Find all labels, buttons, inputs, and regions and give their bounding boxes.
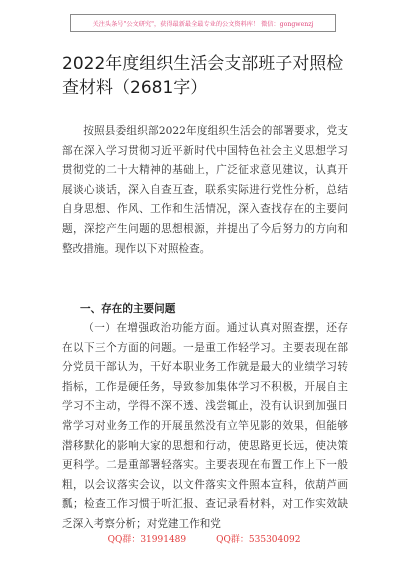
header-banner (70, 14, 336, 32)
body-block (62, 319, 348, 537)
intro-block (62, 122, 348, 259)
footer (0, 533, 408, 547)
banner-text: 关注头条号"公文研究"，获得最新最全最专业的公文资料库！ 微信：gongwenzj (92, 20, 314, 28)
footer-qq-group-2: QQ群：535304092 (216, 535, 301, 545)
footer-qq-group-1: QQ群：31991489 (107, 535, 187, 545)
intro-paragraph: 按照县委组织部2022年度组织生活会的部署要求，党支部在深入学习贯彻习近平新时代中国特色社会主义思想学习贯彻党的二十大精神的基础上，广泛征求意见建议，认真开展谈心谈话，深入自查互查，联系实际进行党性分析，总结自身思想、作风、工作和生活情况，深入查找存在的主要问题，深挖产生问题的思想根源，并提出了今后努力的方向和整改措施。现作以下对照检查。 (62, 125, 348, 255)
section-heading: 一、存在的主要问题 (80, 303, 176, 315)
document-title: 2022年度组织生活会支部班子对照检查材料（2681字） (62, 54, 344, 98)
body-paragraph: （一）在增强政治功能方面。通过认真对照查摆，还存在以下三个方面的问题。一是重工作轻学习。主要表现在部分党员干部认为，干好本职业务工作就是最大的业绩学习转指标，工作是硬任务，导致参加集体学习不积极，开展自主学习不主动，学得不深不透、浅尝辄止，没有认识到加强日常学习对业务工作的开展虽然没有立竿见影的效果，但能够潜移默化的影响大家的思想和行动，使思路更长远，使决策更科学。二是重部署轻落实。主要表现在布置工作上下一般粗，以会议落实会议，以文件落实文件照本宣科，依葫芦画瓢；检查工作习惯于听汇报、查记录看材料，对工作实效缺乏深入考察分析；对党建工作和党 (62, 322, 348, 530)
